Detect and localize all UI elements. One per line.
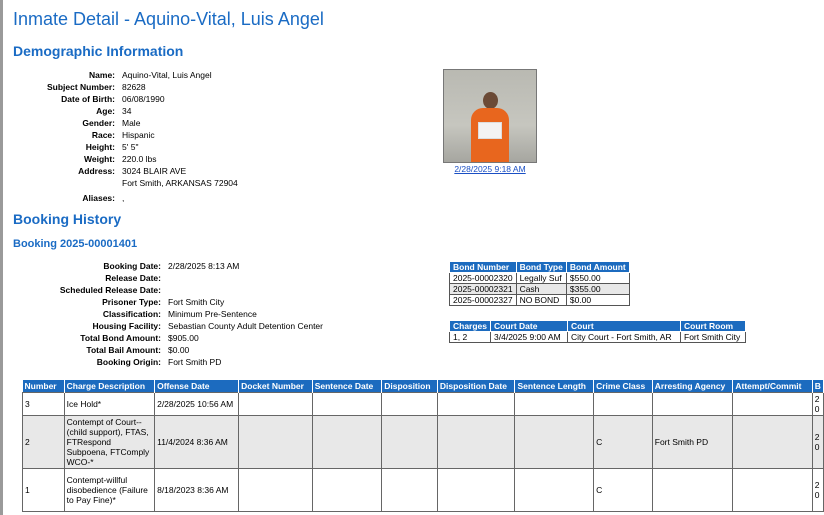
court-date: 3/4/2025 9:00 AM: [491, 332, 568, 343]
field-value: $0.00: [168, 345, 190, 355]
field-value: Aquino-Vital, Luis Angel: [122, 70, 212, 80]
column-header: Bond Amount: [566, 262, 629, 273]
charges-header-row: [23, 380, 824, 392]
table-row: [450, 332, 746, 343]
field-value: 34: [122, 106, 132, 116]
column-header: Bond Type: [516, 262, 566, 273]
field-height: [20, 141, 238, 153]
bond-amount: $355.00: [566, 284, 629, 295]
field-booking-date: [20, 260, 323, 272]
offense-date: 8/18/2023 8:36 AM: [155, 468, 239, 511]
field-value: Fort Smith City: [168, 297, 225, 307]
field-label: Release Date:: [105, 273, 161, 283]
crime-class: C: [594, 415, 653, 468]
field-label: Address:: [78, 166, 115, 176]
docket-number: [239, 392, 313, 415]
column-header: Court Room: [681, 321, 746, 332]
field-value: Fort Smith PD: [168, 357, 222, 367]
field-label: Race:: [91, 130, 115, 140]
column-header: Docket Number: [239, 380, 313, 392]
offense-date: 2/28/2025 10:56 AM: [155, 392, 239, 415]
sentence-length: [515, 415, 594, 468]
table-row: [450, 284, 630, 295]
field-label: Total Bail Amount:: [86, 345, 161, 355]
field-value: 06/08/1990: [122, 94, 165, 104]
column-header: Crime Class: [594, 380, 653, 392]
column-header: Sentence Length: [515, 380, 594, 392]
column-header: Attempt/Commit: [733, 380, 812, 392]
disposition: [382, 392, 438, 415]
mugshot-photo[interactable]: [443, 69, 537, 163]
bond-type: Legally Suf: [516, 273, 566, 284]
demographics-fields: [20, 69, 238, 204]
demographics-heading: Demographic Information: [13, 43, 184, 59]
field-name: [20, 69, 238, 81]
field-value: Minimum Pre-Sentence: [168, 309, 257, 319]
field-label: Classification:: [102, 309, 161, 319]
field-subject-number: [20, 81, 238, 93]
attempt-commit: [733, 415, 812, 468]
field-value: Fort Smith, ARKANSAS 72904: [122, 178, 238, 188]
bond-number: 2025-00002327: [450, 295, 517, 306]
offense-date: 11/4/2024 8:36 AM: [155, 415, 239, 468]
truncated-value: 0: [814, 441, 820, 452]
bonds-table: [449, 261, 630, 306]
truncated-value: 0: [814, 489, 820, 500]
field-value: Sebastian County Adult Detention Center: [168, 321, 323, 331]
table-row: [450, 273, 630, 284]
field-label: Name:: [89, 70, 115, 80]
charge-number: 3: [23, 392, 65, 415]
field-label: Date of Birth:: [61, 94, 115, 104]
field-address: [20, 165, 238, 177]
disposition-date: [437, 468, 515, 511]
field-race: [20, 129, 238, 141]
disposition-date: [437, 415, 515, 468]
column-header: Offense Date: [155, 380, 239, 392]
booking-photo-card: [443, 69, 537, 174]
table-row: [23, 415, 824, 468]
bonds-header-row: [450, 262, 630, 273]
field-prisoner-type: [20, 296, 323, 308]
field-total-bail: [20, 344, 323, 356]
column-header: Sentence Date: [312, 380, 382, 392]
field-value: $905.00: [168, 333, 199, 343]
field-value: ,: [122, 193, 125, 203]
disposition: [382, 468, 438, 511]
charge-description: Contempt of Court-- (child support), FTAS, FTRespond Subpoena, FTComply WCO-*: [64, 415, 154, 468]
attempt-commit: [733, 392, 812, 415]
court-table: [449, 320, 746, 343]
truncated-cell: [812, 392, 823, 415]
field-booking-origin: [20, 356, 323, 368]
crime-class: C: [594, 468, 653, 511]
crime-class: [594, 392, 653, 415]
arresting-agency: [652, 392, 733, 415]
truncated-cell: [812, 468, 823, 511]
field-total-bond: [20, 332, 323, 344]
column-header: Charge Description: [64, 380, 154, 392]
disposition: [382, 415, 438, 468]
field-value: Hispanic: [122, 130, 155, 140]
table-row: [450, 295, 630, 306]
field-housing-facility: [20, 320, 323, 332]
bond-type: NO BOND: [516, 295, 566, 306]
charge-description: Ice Hold*: [64, 392, 154, 415]
photo-date-link[interactable]: 2/28/2025 9:18 AM: [454, 164, 526, 174]
truncated-value: 0: [814, 403, 820, 414]
field-weight: [20, 153, 238, 165]
left-border: [0, 0, 3, 515]
field-label: Housing Facility:: [92, 321, 161, 331]
column-header: Court: [568, 321, 681, 332]
field-classification: [20, 308, 323, 320]
field-label: Weight:: [83, 154, 115, 164]
truncated-value: 2: [814, 393, 820, 404]
sentence-length: [515, 468, 594, 511]
charges-table: [22, 380, 824, 512]
charge-number: 2: [23, 415, 65, 468]
field-value: 5' 5": [122, 142, 139, 152]
bond-amount: $0.00: [566, 295, 629, 306]
bond-number: 2025-00002321: [450, 284, 517, 295]
sentence-date: [312, 392, 382, 415]
field-value: Male: [122, 118, 141, 128]
field-label: Gender:: [82, 118, 115, 128]
truncated-value: 2: [814, 479, 820, 490]
column-header: Disposition Date: [437, 380, 515, 392]
docket-number: [239, 415, 313, 468]
field-label: Age:: [96, 106, 115, 116]
table-row: [23, 392, 824, 415]
truncated-value: 2: [814, 431, 820, 442]
field-value: 82628: [122, 82, 146, 92]
page-title: Inmate Detail - Aquino-Vital, Luis Angel: [13, 9, 324, 29]
truncated-cell: [812, 415, 823, 468]
court-name: City Court - Fort Smith, AR: [568, 332, 681, 343]
field-release-date: [20, 272, 323, 284]
attempt-commit: [733, 468, 812, 511]
field-value: 3024 BLAIR AVE: [122, 166, 187, 176]
field-address-line2: [20, 177, 238, 189]
table-row: [23, 468, 824, 511]
field-label: Total Bond Amount:: [80, 333, 161, 343]
field-label: Prisoner Type:: [102, 297, 161, 307]
column-header: Arresting Agency: [652, 380, 733, 392]
bond-amount: $550.00: [566, 273, 629, 284]
column-header: Number: [23, 380, 65, 392]
column-header: Disposition: [382, 380, 438, 392]
field-dob: [20, 93, 238, 105]
field-label: Booking Origin:: [96, 357, 161, 367]
column-header: Court Date: [491, 321, 568, 332]
field-value: 220.0 lbs: [122, 154, 157, 164]
column-header: B: [812, 380, 823, 392]
field-age: [20, 105, 238, 117]
booking-history-heading: Booking History: [13, 211, 122, 227]
field-aliases: [20, 192, 238, 204]
booking-number-title: Booking 2025-00001401: [13, 238, 138, 250]
field-label: Booking Date:: [103, 261, 161, 271]
field-scheduled-release: [20, 284, 323, 296]
sentence-date: [312, 415, 382, 468]
sentence-date: [312, 468, 382, 511]
field-value: 2/28/2025 8:13 AM: [168, 261, 240, 271]
bond-number: 2025-00002320: [450, 273, 517, 284]
sentence-length: [515, 392, 594, 415]
field-label: Height:: [85, 142, 115, 152]
court-room: Fort Smith City: [681, 332, 746, 343]
bond-type: Cash: [516, 284, 566, 295]
booking-fields: [20, 260, 323, 368]
field-label: Aliases:: [82, 193, 115, 203]
column-header: Charges: [450, 321, 491, 332]
court-header-row: [450, 321, 746, 332]
court-charges: 1, 2: [450, 332, 491, 343]
arresting-agency: [652, 468, 733, 511]
arresting-agency: Fort Smith PD: [652, 415, 733, 468]
column-header: Bond Number: [450, 262, 517, 273]
charge-number: 1: [23, 468, 65, 511]
field-gender: [20, 117, 238, 129]
field-label: Subject Number:: [46, 82, 115, 92]
field-label: Scheduled Release Date:: [59, 285, 161, 295]
charge-description: Contempt-willful disobedience (Failure to Pay Fine)*: [64, 468, 154, 511]
disposition-date: [437, 392, 515, 415]
docket-number: [239, 468, 313, 511]
